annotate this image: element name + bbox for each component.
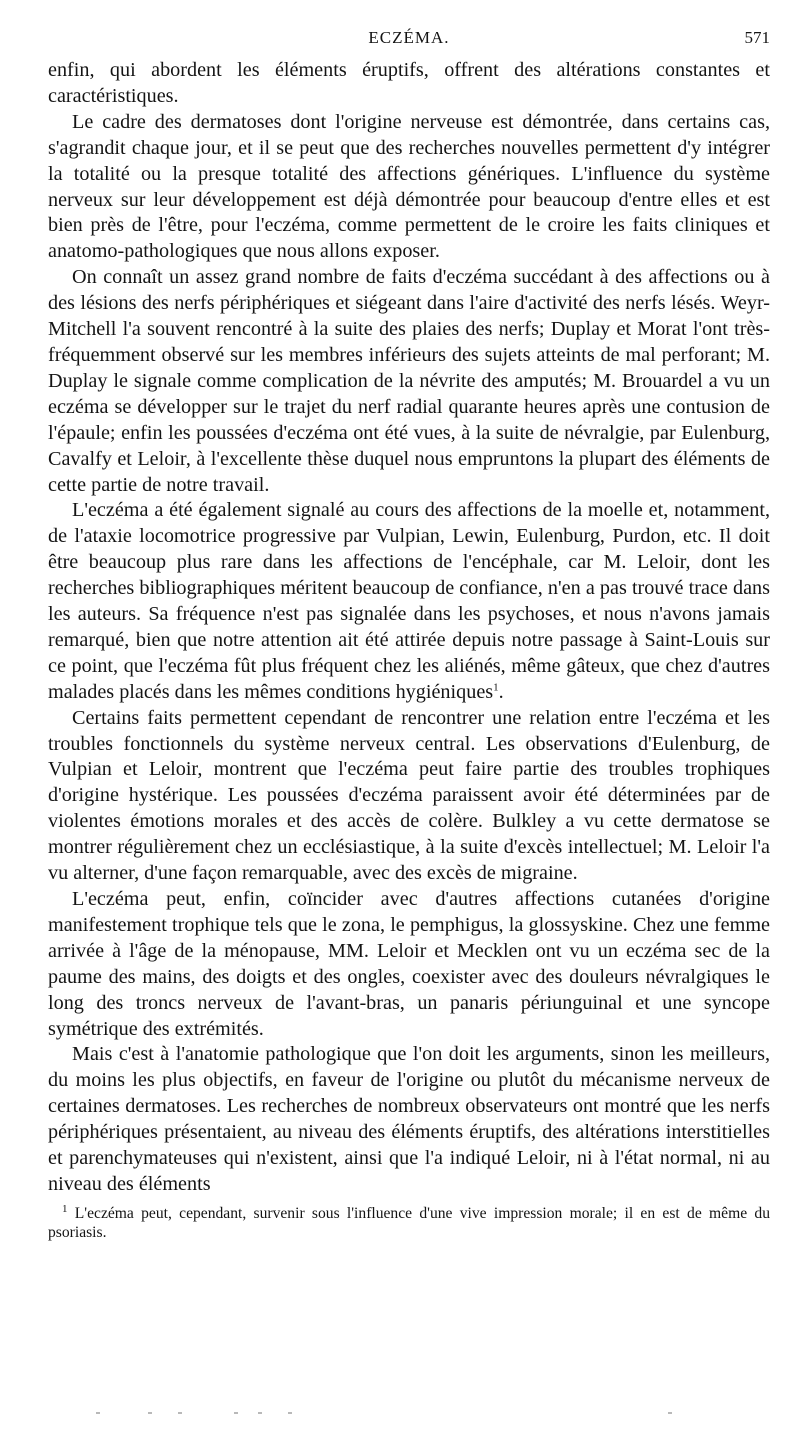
book-page <box>48 28 770 1242</box>
paragraph-3: On connaît un assez grand nombre de faits d'eczéma succédant à des affections ou à des lésions des nerfs périphériques et siégeant dans l'aire d'activité des nerfs lésés. Weyr-Mitchell l'a souvent rencontré à la suite des plaies des nerfs; Duplay et Morat l'ont très-fréquemment observé sur les membres inférieurs des sujets atteints de mal perforant; M. Duplay le signale comme complication de la névrite des amputés; M. Brouardel a vu un eczéma se développer sur le trajet du nerf radial quarante heures après une contusion de l'épaule; enfin les poussées d'eczéma ont été vues, à la suite de névralgie, par Eulenburg, Cavalfy et Leloir, à l'excellente thèse duquel nous empruntons la plupart des éléments de cette partie de notre travail. <box>48 266 770 496</box>
body-text <box>48 58 770 1198</box>
paragraph-4-end: . <box>498 680 504 703</box>
footnote-marker: 1 <box>62 1202 68 1215</box>
paragraph-2: Le cadre des dermatoses dont l'origine nerveuse est démontrée, dans certains cas, s'agrandit chaque jour, et il se peut que des recherches nouvelles permettent d'y intégrer la totalité ou la presque totalité des affections génériques. L'influence du système nerveux sur leur développement est déjà démontrée pour beaucoup d'entre elles et est bien près de l'être, pour l'eczéma, comme permettent de le croire les faits cliniques et anatomo-pathologiques que nous allons exposer. <box>48 110 770 263</box>
footnote-text: L'eczéma peut, cependant, survenir sous l'influence d'une vive impression morale; il en est de même du psoriasis. <box>48 1204 770 1241</box>
footnote <box>48 1204 770 1242</box>
paragraph-4 <box>48 498 770 705</box>
print-specks <box>48 1412 770 1420</box>
page-number: 571 <box>744 28 770 47</box>
paragraph-7: Mais c'est à l'anatomie pathologique que l'on doit les arguments, sinon les meilleurs, du moins les plus objectifs, en faveur de l'origine ou plutôt du mécanisme nerveux de certaines dermatoses. Les recherches de nombreux observateurs ont montré que les nerfs périphériques présentaient, au niveau des éléments éruptifs, des altérations interstitielles et parenchymateuses qui n'existent, ainsi que l'a indiqué Leloir, ni à l'état normal, ni au niveau des éléments <box>48 1043 770 1195</box>
footnote-paragraph <box>48 1204 770 1242</box>
running-title: ECZÉMA. <box>368 28 450 47</box>
paragraph-6: L'eczéma peut, enfin, coïncider avec d'autres affections cutanées d'origine manifestement trophique tels que le zona, le pemphigus, la glossyskine. Chez une femme arrivée à l'âge de la ménopause, MM. Leloir et Mecklen ont vu un eczéma sec de la paume des mains, des doigts et des ongles, coexister avec des douleurs névralgiques le long des troncs nerveux de l'avant-bras, un panaris périunguinal et une syncope symétrique des extrémités. <box>48 888 770 1040</box>
paragraph-5: Certains faits permettent cependant de rencontrer une relation entre l'eczéma et les troubles fonctionnels du système nerveux central. Les observations d'Eulenburg, de Vulpian et Leloir, montrent que l'eczéma peut faire partie des troubles trophiques d'origine hystérique. Les poussées d'eczéma paraissent avoir été déterminées par de violentes émotions morales et des accès de colère. Bulkley a vu cette dermatose se montrer régulièrement chez un ecclésiastique, à la suite d'excès intellectuel; M. Leloir l'a vu alterner, d'une façon remarquable, avec des excès de migraine. <box>48 706 770 885</box>
paragraph-4-text: L'eczéma a été également signalé au cours des affections de la moelle et, notamment, de l'ataxie locomotrice progressive par Vulpian, Lewin, Eulenburg, Purdon, etc. Il doit être beaucoup plus rare dans les affections de l'encéphale, car M. Leloir, dont les recherches bibliographiques méritent beaucoup de confiance, n'en a pas trouvé trace dans les auteurs. Sa fréquence n'est pas signalée dans les psychoses, et nous n'avons jamais remarqué, bien que notre attention ait été attirée depuis notre passage à Saint-Louis sur ce point, que l'eczéma fût plus fréquent chez les aliénés, même gâteux, que chez d'autres malades placés dans les mêmes conditions hygiéniques <box>48 499 770 703</box>
footnote-reference: 1 <box>493 681 499 694</box>
running-header <box>48 28 770 52</box>
paragraph-1: enfin, qui abordent les éléments éruptifs, offrent des altérations constantes et caractéristiques. <box>48 59 770 107</box>
